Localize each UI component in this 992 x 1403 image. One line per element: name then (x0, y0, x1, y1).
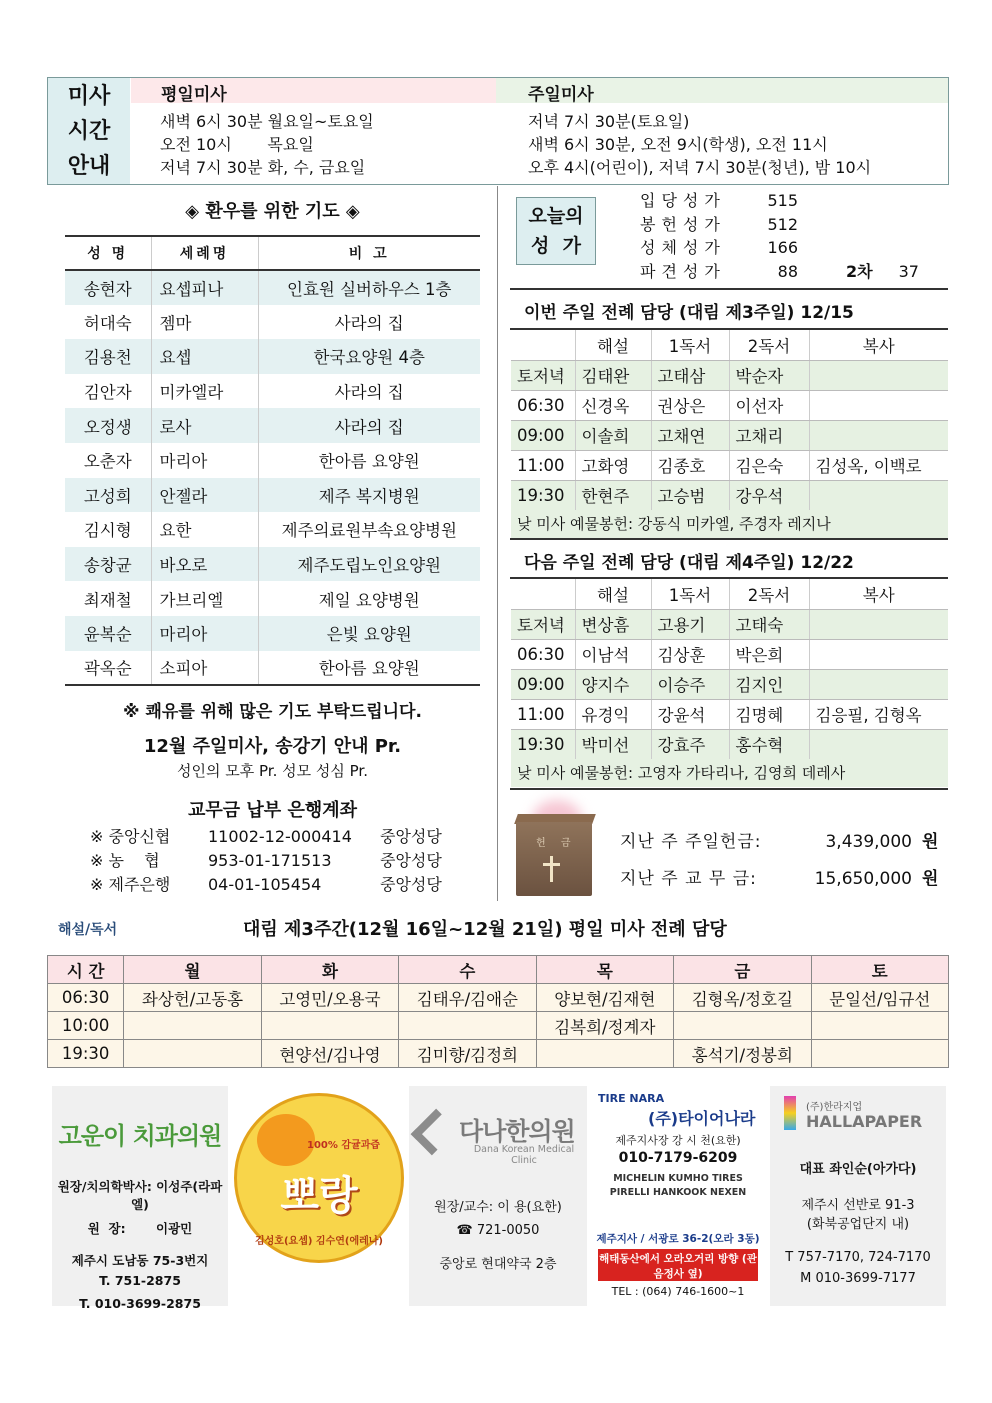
prayer-header-name: 성 명 (65, 236, 151, 270)
weekday-cell (811, 1012, 948, 1040)
liturgy-cell: 고승범 (651, 480, 729, 510)
finance-row (620, 824, 938, 861)
prayer-note-cell: 한아름 요양원 (318, 452, 420, 472)
liturgy-header-cell: 복사 (809, 579, 948, 609)
prayer-baptism: 로사 (151, 408, 258, 443)
finance-unit: 원 (922, 869, 939, 889)
bank-holder: 중앙성당 (380, 827, 442, 846)
prayer-row (65, 305, 480, 340)
weekday-cell (124, 1040, 261, 1068)
bank-holder: 중앙성당 (380, 875, 442, 894)
liturgy-header-cell: 해설 (575, 330, 651, 360)
liturgy-time: 06:30 (511, 639, 575, 669)
prayer-name: 김용천 (65, 339, 151, 374)
weekday-title: 대림 제3주간(12월 16일~12월 21일) 평일 미사 전례 담당 (243, 919, 727, 940)
hanui-logo-icon (411, 1109, 458, 1156)
prayer-note-cell: 한아름 요양원 (258, 651, 480, 686)
liturgy-time: 11:00 (511, 450, 575, 480)
finance-unit: 원 (922, 832, 939, 852)
prayer-note-cell: 인효원 실버하우스 1층 (258, 270, 480, 305)
hymn-name: 입당성가 (640, 191, 726, 210)
liturgy-cell: 김종호 (651, 450, 729, 480)
liturgy-cell: 김상훈 (651, 639, 729, 669)
mass-times-box (47, 77, 949, 185)
prayer-row (65, 651, 480, 686)
liturgy-cell: 김명혜 (729, 699, 809, 729)
prayer-name: 오춘자 (65, 443, 151, 478)
ad-halla: (주)한라지업 HALLAPAPER 대표 좌인순(아가다) 제주시 선반로 91-3 (화북공업단지 내) T 757-7170, 724-7170 M 010-3699-7177 (770, 1086, 946, 1306)
bank-name: ※ 중앙신협 (90, 827, 171, 846)
hymn-list (640, 189, 919, 283)
bank-account: 953-01-171513 (208, 851, 332, 870)
liturgy-row (511, 390, 948, 420)
liturgy-cell (809, 420, 948, 450)
liturgy-cell: 김성옥, 이백로 (809, 450, 948, 480)
weekday-header-cell: 수 (399, 956, 536, 984)
column-divider (497, 186, 498, 901)
prayer-note-cell: 은빛 요양원 (258, 616, 480, 651)
hymn-extra-label: 2차 (846, 261, 873, 281)
hymn-number: 88 (777, 261, 798, 281)
liturgy-header-cell: 1독서 (651, 579, 729, 609)
liturgy-cell: 고용기 (651, 609, 729, 639)
weekday-corner-label: 해설/독서 (58, 922, 118, 938)
this-week-title: 이번 주일 전례 담당 (대림 제3주일) 12/15 (524, 303, 854, 323)
cross-icon (550, 856, 553, 882)
liturgy-cell (809, 390, 948, 420)
liturgy-cell: 한현주 (575, 480, 651, 510)
weekday-header-cell: 금 (674, 956, 811, 984)
liturgy-cell (809, 729, 948, 759)
ad-dental: 고운이 치과의원 원장/치의학박사: 이성주(라파엘) 원 장: 이광민 제주시 도남동 75-3번지 T. 751-2875 T. 010-3699-2875 (52, 1086, 228, 1306)
liturgy-cell: 박미선 (575, 729, 651, 759)
liturgy-row (511, 669, 948, 699)
bank-row (90, 873, 470, 897)
prayer-note-cell: 제주의료원부속요양병원 (281, 521, 457, 541)
liturgy-cell: 이솔희 (575, 420, 651, 450)
hymn-extra-number: 37 (898, 261, 919, 281)
prayer-note: ※ 쾌유를 위해 많은 기도 부탁드립니다. (123, 702, 422, 722)
weekday-mass-title: 평일미사 (131, 78, 496, 103)
liturgy-row (511, 699, 948, 729)
prayer-name: 김안자 (65, 374, 151, 409)
prayer-name: 최재철 (65, 581, 151, 616)
liturgy-cell (809, 480, 948, 510)
prayer-baptism: 요한 (151, 512, 258, 547)
liturgy-header-cell: 복사 (809, 330, 948, 360)
prayer-row (65, 374, 480, 409)
ad-juice: 100% 감귤과즙 뽀랑 김성호(요셉) 김수연(에레나) (234, 1093, 404, 1263)
weekday-row (48, 1012, 949, 1040)
liturgy-cell: 고화영 (575, 450, 651, 480)
weekday-cell: 김미향/김정희 (399, 1040, 536, 1068)
weekday-header-cell: 시 간 (48, 956, 124, 984)
liturgy-cell: 박은희 (729, 639, 809, 669)
ad-hanui: 다나한의원 Dana Korean Medical Clinic 원장/교수: 이 용(요한) ☎ 721-0050 중앙로 현대약국 2층 (409, 1086, 587, 1306)
liturgy-cell (809, 360, 948, 390)
hymn-row (640, 213, 919, 237)
prayer-header-row (65, 236, 480, 270)
liturgy-row (511, 609, 948, 639)
ad-tire: TIRE NARA (주)타이어나라 제주지사장 강 시 천(요한) 010-7179-6209 MICHELIN KUMHO TIRES PIRELLI HANKOOK NEXEN 제주지사 / 서광로 36-2(오라 3동) 해태동산에서 오라오거리 방향 (관음정사 옆) TEL : (064) 746-1600~1 (592, 1086, 764, 1306)
prayer-header-note: 비 고 (258, 236, 480, 270)
prayer-row (65, 339, 480, 374)
hymn-number: 166 (767, 238, 798, 257)
prayer-note-cell: 제주도립노인요양원 (258, 547, 480, 582)
weekday-time: 19:30 (48, 1040, 124, 1068)
weekday-time: 10:00 (48, 1012, 124, 1040)
liturgy-time: 06:30 (511, 390, 575, 420)
prayer-row (65, 616, 480, 651)
prayer-row (65, 512, 480, 547)
prayer-row (65, 443, 480, 478)
liturgy-cell: 박순자 (729, 360, 809, 390)
liturgy-header-cell: 1독서 (651, 330, 729, 360)
weekday-cell: 김태우/김애순 (399, 984, 536, 1012)
weekday-header-cell: 월 (124, 956, 261, 984)
prayer-note-cell: 사라의 집 (334, 313, 404, 333)
hymn-number: 515 (767, 191, 798, 210)
prayer-row (65, 408, 480, 443)
prayer-note-cell: 제주 복지병원 (258, 478, 480, 513)
weekday-cell: 김형옥/정호길 (674, 984, 811, 1012)
finance-list (620, 824, 938, 898)
prayer-name: 오정생 (65, 408, 151, 443)
next-week-offering: 낮 미사 예물봉헌: 고영자 가타리나, 김영희 데레사 (511, 759, 948, 787)
liturgy-time: 19:30 (511, 480, 575, 510)
liturgy-cell: 홍수혁 (729, 729, 809, 759)
bank-row (90, 849, 470, 873)
prayer-name: 김시형 (65, 512, 151, 547)
finance-row (620, 861, 938, 898)
liturgy-row (511, 639, 948, 669)
prayer-baptism: 가브리엘 (151, 581, 258, 616)
liturgy-header-cell (511, 330, 575, 360)
liturgy-row (511, 420, 948, 450)
liturgy-header-row (511, 579, 948, 609)
lecture-sub: 성인의 모후 Pr. 성모 성심 Pr. (177, 762, 368, 780)
liturgy-cell: 유경익 (575, 699, 651, 729)
liturgy-cell: 김지인 (729, 669, 809, 699)
weekday-cell (811, 1040, 948, 1068)
finance-label: 지난 주 교 무 금: (620, 869, 757, 889)
prayer-baptism: 마리아 (151, 616, 258, 651)
liturgy-cell: 이선자 (729, 390, 809, 420)
prayer-baptism: 안젤라 (151, 478, 258, 513)
weekday-cell: 양보현/김재현 (536, 984, 673, 1012)
weekday-cell: 문일선/임규선 (811, 984, 948, 1012)
prayer-name: 송현자 (65, 270, 151, 305)
weekday-header-cell: 목 (536, 956, 673, 984)
prayer-baptism: 젬마 (151, 305, 258, 340)
weekday-cell (536, 1040, 673, 1068)
liturgy-time: 09:00 (511, 669, 575, 699)
liturgy-cell: 이남석 (575, 639, 651, 669)
prayer-baptism: 요셉피나 (151, 270, 258, 305)
weekday-cell (261, 1012, 398, 1040)
prayer-note-cell: 사라의 집 (334, 383, 404, 403)
finance-label: 지난 주 주일헌금: (620, 832, 762, 852)
next-week-title: 다음 주일 전례 담당 (대림 제4주일) 12/22 (524, 553, 854, 573)
offering-box-image (510, 800, 600, 900)
weekday-cell: 좌상헌/고동홍 (124, 984, 261, 1012)
hymn-number: 512 (767, 214, 798, 234)
prayer-note-cell: 한국요양원 4층 (258, 339, 480, 374)
liturgy-row (511, 360, 948, 390)
prayer-table (65, 235, 480, 686)
weekday-row (48, 984, 949, 1012)
bank-row (90, 825, 470, 849)
liturgy-cell: 이승주 (651, 669, 729, 699)
next-week-table (511, 579, 948, 760)
liturgy-cell: 신경옥 (575, 390, 651, 420)
prayer-name: 윤복순 (65, 616, 151, 651)
liturgy-cell: 변상흠 (575, 609, 651, 639)
prayer-row (65, 547, 480, 582)
liturgy-header-row (511, 330, 948, 360)
juice-name: 뽀랑 (280, 1173, 358, 1219)
prayer-baptism: 미카엘라 (151, 374, 258, 409)
bank-title: 교무금 납부 은행계좌 (187, 800, 358, 821)
liturgy-time: 19:30 (511, 729, 575, 759)
weekday-cell: 고영민/오용국 (261, 984, 398, 1012)
bank-holder: 중앙성당 (380, 851, 442, 870)
liturgy-cell (809, 639, 948, 669)
bank-list (90, 825, 470, 897)
liturgy-header-cell: 2독서 (729, 579, 809, 609)
prayer-name: 허대숙 (65, 305, 151, 340)
prayer-name: 고성희 (65, 478, 151, 513)
liturgy-cell: 김응필, 김형옥 (809, 699, 948, 729)
prayer-baptism: 마리아 (151, 443, 258, 478)
weekday-cell: 김복희/정계자 (536, 1012, 673, 1040)
bank-account: 11002-12-000414 (208, 827, 352, 846)
prayer-row (65, 581, 480, 616)
lecture-title: 12월 주일미사, 송강기 안내 Pr. (143, 736, 402, 757)
liturgy-row (511, 450, 948, 480)
hymn-row (640, 260, 919, 284)
liturgy-header-cell: 2독서 (729, 330, 809, 360)
prayer-note-cell: 제일 요양병원 (318, 590, 420, 610)
prayer-baptism: 요셉 (151, 339, 258, 374)
liturgy-cell: 고채연 (651, 420, 729, 450)
prayer-baptism: 소피아 (151, 651, 258, 686)
weekday-cell (124, 1012, 261, 1040)
liturgy-time: 11:00 (511, 699, 575, 729)
halla-logo-icon (784, 1096, 796, 1130)
finance-amount: 3,439,000 (825, 832, 912, 852)
weekday-table (47, 955, 949, 1068)
liturgy-row (511, 480, 948, 510)
weekday-mass-lines: 새벽 6시 30분 월요일~토요일 오전 10시 목요일 저녁 7시 30분 화, 수, 금요일 (160, 112, 374, 177)
prayer-row (65, 478, 480, 513)
liturgy-cell: 강우석 (729, 480, 809, 510)
liturgy-cell: 고태삼 (651, 360, 729, 390)
prayer-header-baptism: 세례명 (151, 236, 258, 270)
weekday-row (48, 1040, 949, 1068)
weekday-cell (399, 1012, 536, 1040)
liturgy-row (511, 729, 948, 759)
liturgy-cell: 고태숙 (729, 609, 809, 639)
hymn-name: 파견성가 (640, 261, 726, 281)
liturgy-cell: 김은숙 (729, 450, 809, 480)
liturgy-time: 토저녁 (511, 360, 575, 390)
liturgy-cell (809, 609, 948, 639)
weekday-header-cell: 화 (261, 956, 398, 984)
liturgy-header-cell: 해설 (575, 579, 651, 609)
liturgy-time: 토저녁 (511, 609, 575, 639)
finance-amount: 15,650,000 (814, 869, 912, 889)
prayer-name: 송창균 (65, 547, 151, 582)
weekday-cell: 현양선/김나영 (261, 1040, 398, 1068)
liturgy-cell: 강효주 (651, 729, 729, 759)
prayer-name: 곽옥순 (65, 651, 151, 686)
prayer-title: ◈ 환우를 위한 기도 ◈ (185, 201, 360, 222)
bank-name: ※ 제주은행 (90, 875, 171, 894)
hymn-row (640, 189, 919, 213)
weekday-cell: 홍석기/정봉희 (674, 1040, 811, 1068)
liturgy-cell: 고채리 (729, 420, 809, 450)
liturgy-time: 09:00 (511, 420, 575, 450)
liturgy-header-cell (511, 579, 575, 609)
liturgy-cell: 양지수 (575, 669, 651, 699)
liturgy-cell (809, 669, 948, 699)
prayer-baptism: 바오로 (151, 547, 258, 582)
hymn-row (640, 236, 919, 260)
this-week-offering: 낮 미사 예물봉헌: 강동식 미카엘, 주경자 레지나 (511, 510, 948, 538)
dental-name: 고운이 치과의원 (58, 1122, 222, 1150)
liturgy-cell: 강윤석 (651, 699, 729, 729)
bank-account: 04-01-105454 (208, 875, 322, 894)
weekday-cell (674, 1012, 811, 1040)
hymn-name: 성체성가 (640, 238, 726, 257)
weekday-time: 06:30 (48, 984, 124, 1012)
hymn-name: 봉헌성가 (640, 214, 726, 234)
sunday-mass-title: 주일미사 (496, 78, 948, 103)
bank-name: ※ 농 협 (90, 851, 160, 870)
prayer-note-cell: 사라의 집 (258, 408, 480, 443)
mass-times-label: 미사 시간 안내 (48, 78, 130, 184)
prayer-row (65, 270, 480, 305)
hymn-label: 오늘의 성 가 (516, 197, 596, 265)
weekday-header-cell: 토 (811, 956, 948, 984)
sunday-mass-lines: 저녁 7시 30분(토요일) 새벽 6시 30분, 오전 9시(학생), 오전 11시 오후 4시(어린이), 저녁 7시 30분(청년), 밤 10시 (528, 112, 872, 177)
this-week-table (511, 330, 948, 511)
liturgy-cell: 권상은 (651, 390, 729, 420)
offering-box-label: 헌 금 (536, 838, 577, 849)
weekday-header-row (48, 956, 949, 984)
liturgy-cell: 김태완 (575, 360, 651, 390)
